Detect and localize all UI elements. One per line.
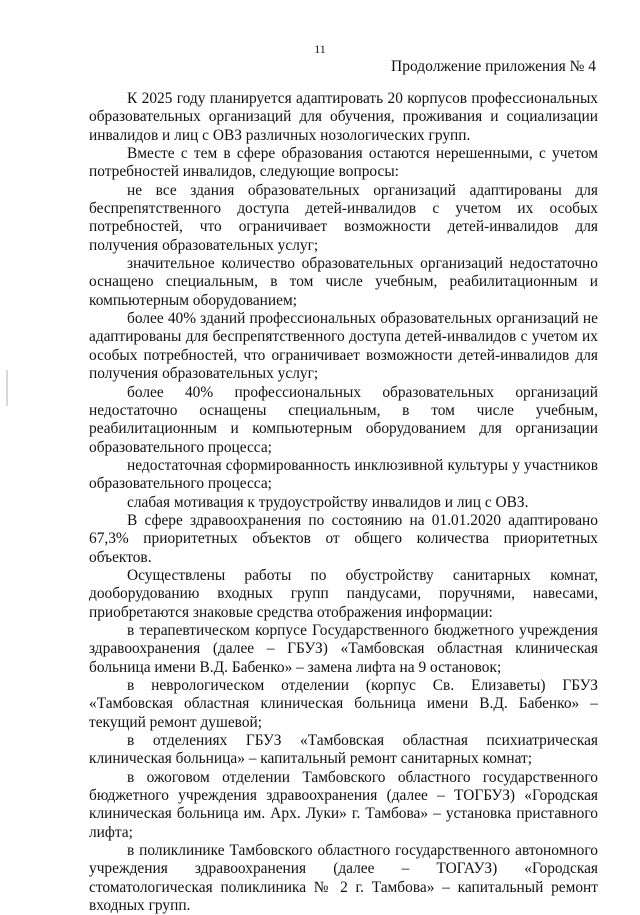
paragraph-psychiatric-hospital: в отделениях ГБУЗ «Тамбовская областная психиатрическая клиническая больница» – капитальный ремонт санитарных комнат; bbox=[89, 732, 598, 768]
scan-edge-mark bbox=[6, 370, 8, 406]
paragraph-works-carried-out: Осуществлены работы по обустройству санитарных комнат, дооборудованию входных групп пандусами, поручнями, навесами, приобретаются знаковые средства отображения информации: bbox=[89, 566, 598, 621]
paragraph-healthcare-status: В сфере здравоохранения по состоянию на 01.01.2020 адаптировано 67,3% приоритетных объектов от общего количества приоритетных объектов. bbox=[89, 511, 598, 566]
paragraph-inclusive-culture: недостаточная сформированность инклюзивной культуры у участников образовательного процесса; bbox=[89, 456, 598, 493]
paragraph-employment-motivation: слабая мотивация к трудоустройству инвалидов и лиц с ОВЗ. bbox=[127, 493, 529, 511]
document-body bbox=[89, 90, 598, 915]
paragraph-professional-not-adapted: более 40% зданий профессиональных образовательных организаций не адаптированы для беспрепятственного доступа детей-инвалидов с учетом их особых потребностей, что ограничивает возможности детей-инвалидов для получения образовательных услуг; bbox=[89, 310, 598, 383]
paragraph-professional-equipment: более 40% профессиональных образовательных организаций недостаточно оснащены специальным, в том числе учебным, реабилитационным и компьютерным оборудованием для организации образовательного процесса; bbox=[89, 383, 598, 456]
paragraph-neurology-department: в неврологическом отделении (корпус Св. Елизаветы) ГБУЗ «Тамбовская областная клиническая больница имени В.Д. Бабенко» – текущий ремонт душевой; bbox=[89, 677, 598, 731]
appendix-continuation-label: Продолжение приложения № 4 bbox=[391, 58, 596, 75]
paragraph-insufficient-equipment: значительное количество образовательных организаций недостаточно оснащено специальным, в том числе учебным, реабилитационным и компьютерным оборудованием; bbox=[89, 255, 598, 309]
paragraph-buildings-not-adapted: не все здания образовательных организаций адаптированы для беспрепятственного доступа детей-инвалидов с учетом их особых потребностей, что ограничивает возможности детей-инвалидов для получения образовательных услуг; bbox=[89, 181, 598, 254]
paragraph-adaptation-plan: К 2025 году планируется адаптировать 20 корпусов профессиональных образовательных организаций для обучения, проживания и социализации инвалидов и лиц с ОВЗ различных нозологических групп. bbox=[89, 90, 598, 144]
page-number: 11 bbox=[314, 42, 326, 56]
paragraph-burn-department: в ожоговом отделении Тамбовского областного государственного бюджетного учреждения здравоохранения (далее – ТОГБУЗ) «Городская клиническая больница им. Арх. Луки» г. Тамбова» – установка приставного лифта; bbox=[89, 768, 598, 841]
paragraph-unresolved-intro: Вместе с тем в сфере образования остаются нерешенными, с учетом потребностей инвалидов, следующие вопросы: bbox=[89, 145, 598, 181]
paragraph-therapeutic-building: в терапевтическом корпусе Государственного бюджетного учреждения здравоохранения (далее – ГБУЗ) «Тамбовская областная клиническая больница имени В.Д. Бабенко» – замена лифта на 9 остановок; bbox=[89, 621, 598, 676]
paragraph-dental-clinic: в поликлинике Тамбовского областного государственного автономного учреждения здравоохранения (далее – ТОГАУЗ) «Городская стоматологическая поликлиника № 2 г. Тамбова» – капитальный ремонт входных групп. bbox=[89, 842, 598, 915]
